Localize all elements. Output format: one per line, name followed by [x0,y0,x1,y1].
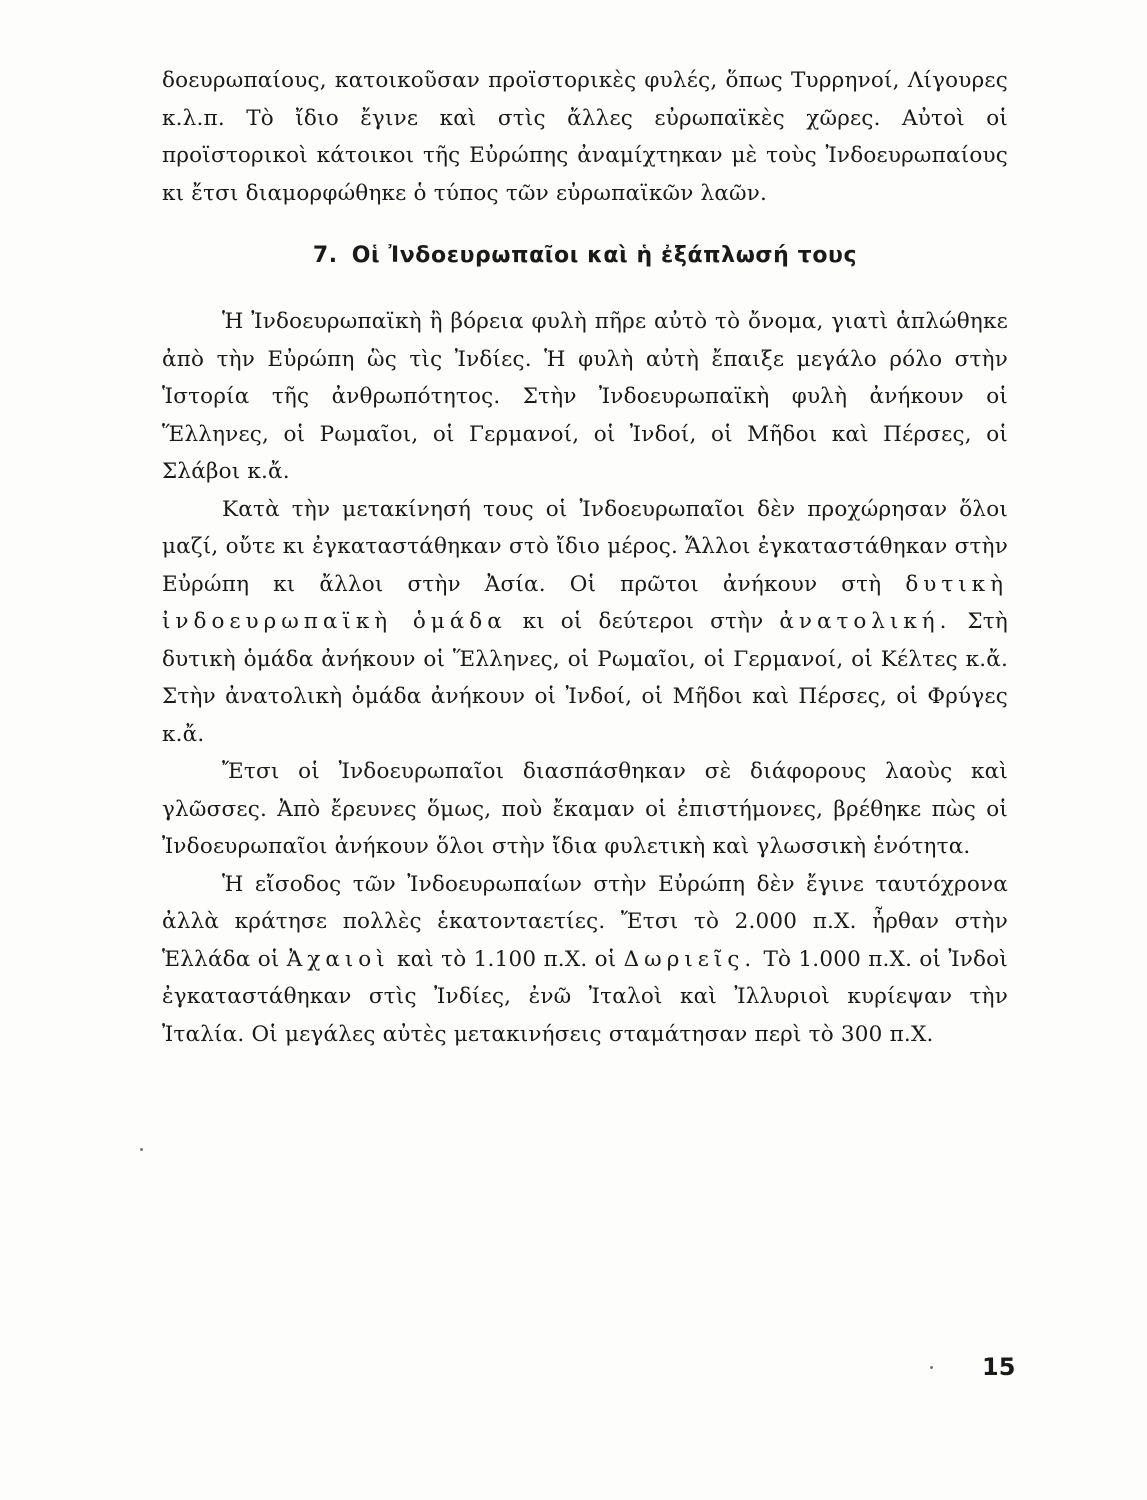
section-title: Οἱ Ἰνδοευρωπαῖοι καὶ ἡ ἐξάπλωσή τους [351,243,858,268]
emphasis-dorians: Δωριεῖς. [623,946,757,972]
paragraph-4-text-c: Τὸ 1.000 π.Χ. οἱ Ἰνδοὶ ἐγκαταστάθηκαν στὶς Ἰνδίες, ἐνῶ Ἰταλοὶ καὶ Ἰλλυριοὶ κυρίεψαν τὴν Ἰταλία. Οἱ μεγάλες αὐτὲς μετακινήσεις σταμάτησαν περὶ τὸ 300 π.Χ. [162,946,1008,1047]
paragraph-4-text-b: καὶ τὸ 1.100 π.Χ. οἱ [396,946,617,972]
paragraph-2-text-a: Κατὰ τὴν μετακίνησή τους οἱ Ἰνδοευρωπαῖοι δὲν προχώρησαν ὅλοι μαζί, οὔτε κι ἐγκαταστάθηκαν στὸ ἴδιο μέρος. Ἄλλοι ἐγκαταστάθηκαν στὴν Εὐρώπη κι ἄλλοι στὴν Ἀσία. Οἱ πρῶτοι ἀνήκουν στὴ [162,496,1008,597]
section-body [162,303,1008,1053]
paragraph-1: Ἡ Ἰνδοευρωπαϊκὴ ἢ βόρεια φυλὴ πῆρε αὐτὸ τὸ ὄνομα, γιατὶ ἁπλώθηκε ἀπὸ τὴν Εὐρώπη ὣς τὶς Ἰνδίες. Ἡ φυλὴ αὐτὴ ἔπαιξε μεγάλο ρόλο στὴν Ἱστορία τῆς ἀνθρωπότητος. Στὴν Ἰνδοευρωπαϊκὴ φυλὴ ἀνήκουν οἱ Ἕλληνες, οἱ Ρωμαῖοι, οἱ Γερμανοί, οἱ Ἰνδοί, οἱ Μῆδοι καὶ Πέρσες, οἱ Σλάβοι κ.ἄ. [162,309,1008,484]
emphasis-eastern: ἀνατολική. [779,609,952,634]
paragraph-2-text-c: Στὴ δυτικὴ ὁμάδα ἀνήκουν οἱ Ἕλληνες, οἱ Ρωμαῖοι, οἱ Γερμανοί, οἱ Κέλτες κ.ἄ. Στὴν ἀνατολικὴ ὁμάδα ἀνήκουν οἱ Ἰνδοί, οἱ Μῆδοι καὶ Πέρσες, οἱ Φρύγες κ.ἄ. [162,609,1008,747]
intro-paragraph: δοευρωπαίους, κατοικοῦσαν προϊστορικὲς φυλές, ὅπως Τυρρηνοί, Λίγουρες κ.λ.π. Τὸ ἴδιο ἔγινε καὶ στὶς ἄλλες εὐρωπαϊκὲς χῶρες. Αὐτοὶ οἱ προϊστορικοὶ κάτοικοι τῆς Εὐρώπης ἀναμίχτηκαν μὲ τοὺς Ἰνδοευρωπαίους κι ἔτσι διαμορφώθηκε ὁ τύπος τῶν εὐρωπαϊκῶν λαῶν. [162,68,1008,206]
section-number: 7. [312,243,338,268]
paragraph-4 [162,866,1008,1054]
page-number: 15 [982,1353,1016,1381]
section-heading [162,243,1008,268]
emphasis-achaeans: Ἀχαιοὶ [286,946,390,972]
paragraph-2-text-b: κι οἱ δεύτεροι στὴν [522,609,764,634]
paragraph-2 [162,491,1008,754]
paragraph-4-text-a: Ἡ εἴσοδος τῶν Ἰνδοευρωπαίων στὴν Εὐρώπη δὲν ἔγινε ταυτόχρονα ἀλλὰ κράτησε πολλὲς ἑκατονταετίες. Ἔτσι τὸ 2.000 π.Χ. ἦρθαν στὴν Ἑλλάδα οἱ [162,871,1008,972]
scan-speck [930,1366,933,1369]
scan-speck [140,1148,143,1151]
paragraph-3: Ἔτσι οἱ Ἰνδοευρωπαῖοι διασπάσθηκαν σὲ διάφορους λαοὺς καὶ γλῶσσες. Ἀπὸ ἔρευνες ὅμως, ποὺ ἔκαμαν οἱ ἐπιστήμονες, βρέθηκε πὼς οἱ Ἰνδοευρωπαῖοι ἀνήκουν ὅλοι στὴν ἴδια φυλετικὴ καὶ γλωσσικὴ ἑνότητα. [162,759,1008,859]
intro-paragraph-block [162,62,1008,212]
emphasis-western-group: δυτικὴ ἰνδοευρωπαϊκὴ ὁμάδα [162,571,1008,634]
